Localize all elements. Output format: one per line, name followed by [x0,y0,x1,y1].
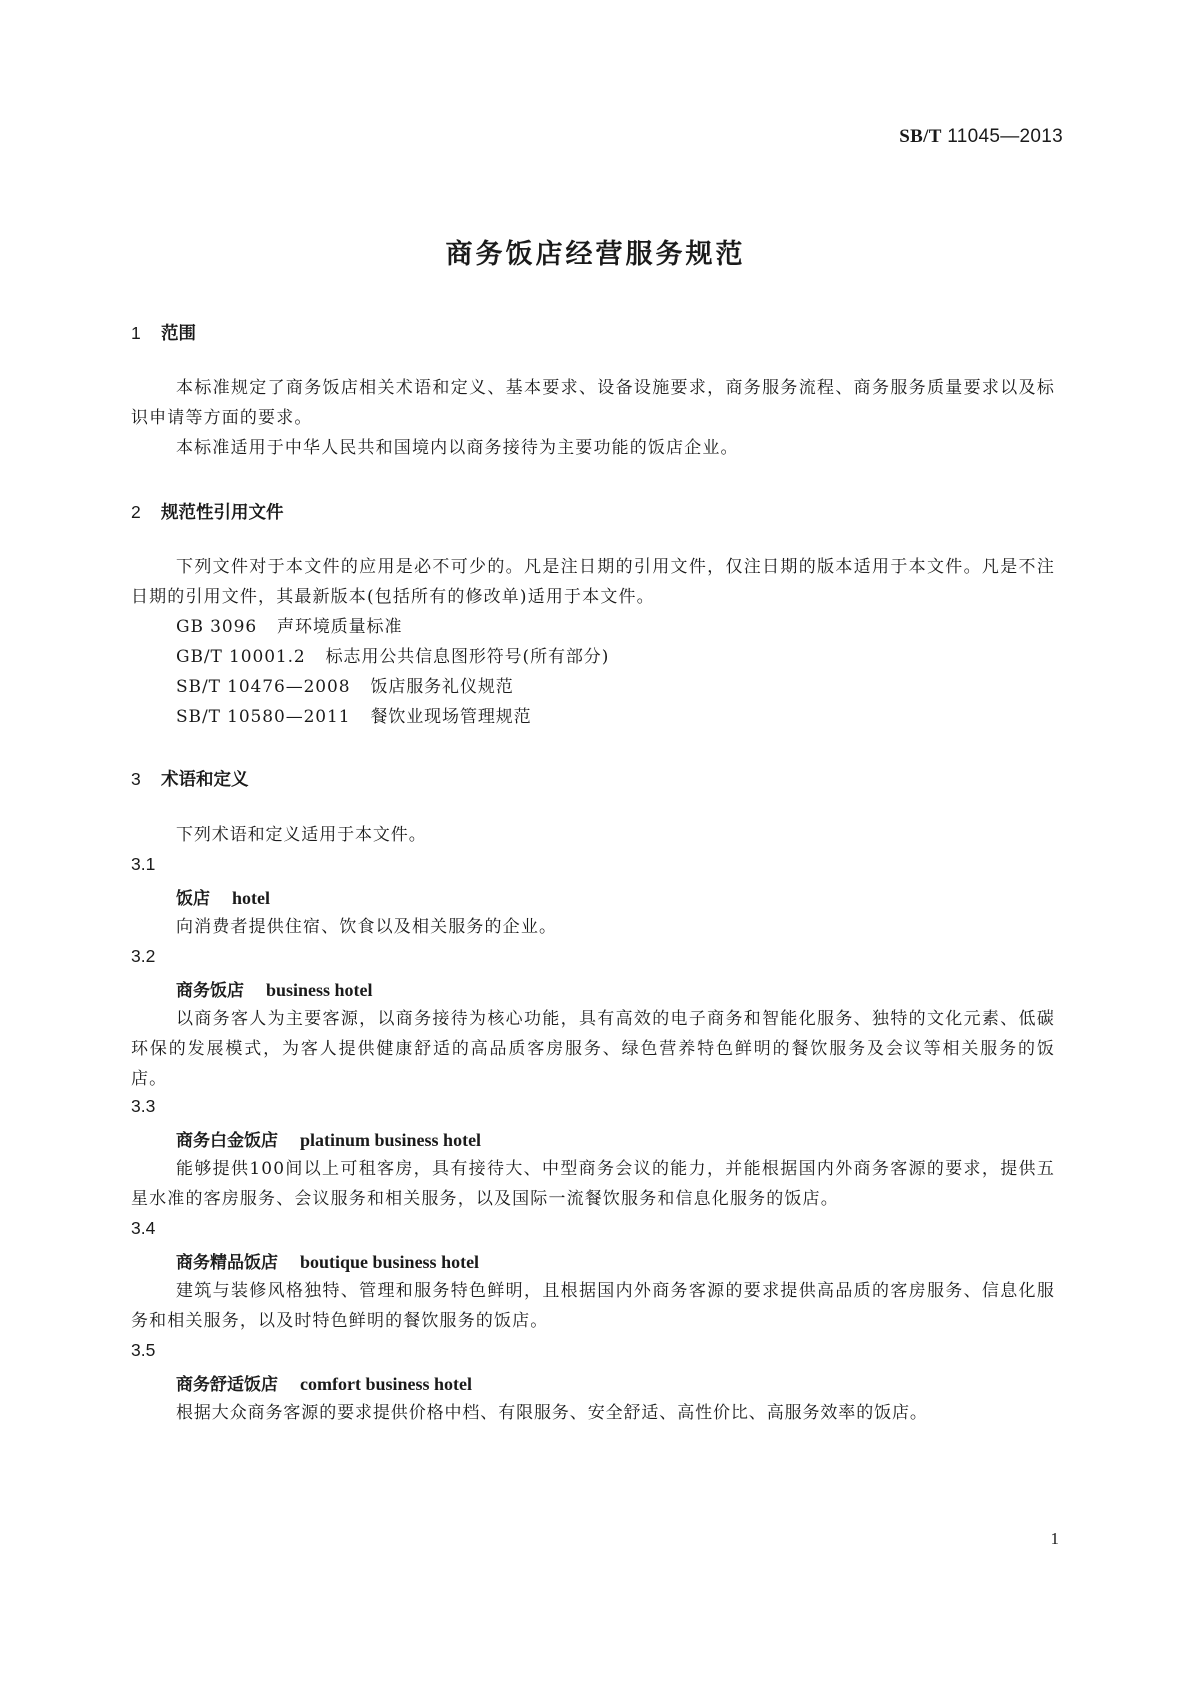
term-zh: 商务精品饭店 [176,1253,278,1273]
clause-number: 3.4 [131,1218,156,1238]
section-1-paragraph: 本标准适用于中华人民共和国境内以商务接待为主要功能的饭店企业。 [176,438,739,458]
term-heading [176,1370,472,1395]
reference-item [176,672,514,702]
term-heading [176,976,373,1001]
clause-number: 3.5 [131,1340,156,1360]
reference-title: 餐饮业现场管理规范 [370,707,532,727]
section-title: 术语和定义 [161,770,249,790]
term-definition: 建筑与装修风格独特、管理和服务特色鲜明，且根据国内外商务客源的要求提供高品质的客房服务、信息化服务和相关服务，以及时特色鲜明的餐饮服务的饭店。 [131,1281,1055,1331]
section-3-intro: 下列术语和定义适用于本文件。 [176,825,427,845]
reference-code: GB 3096 [176,617,258,637]
section-2-intro: 下列文件对于本文件的应用是必不可少的。凡是注日期的引用文件，仅注日期的版本适用于本文件。凡是不注日期的引用文件，其最新版本(包括所有的修改单)适用于本文件。 [131,557,1055,607]
term-heading [176,884,270,909]
section-number: 2 [131,502,141,522]
standard-code [899,126,1063,148]
term-definition: 向消费者提供住宿、饮食以及相关服务的企业。 [176,917,558,937]
term-en: platinum business hotel [300,1130,482,1150]
clause-number: 3.3 [131,1096,156,1116]
reference-code: SB/T 10476—2008 [176,677,351,697]
section-2-heading [131,499,284,524]
term-definition: 能够提供100间以上可租客房，具有接待大、中型商务会议的能力，并能根据国内外商务客源的要求，提供五星水准的客房服务、会议服务和相关服务，以及国际一流餐饮服务和信息化服务的饭店。 [131,1159,1055,1209]
standard-code-number: 11045—2013 [947,126,1063,147]
reference-code: GB/T 10001.2 [176,647,306,667]
term-zh: 商务白金饭店 [176,1131,278,1151]
term-definition: 根据大众商务客源的要求提供价格中档、有限服务、安全舒适、高性价比、高服务效率的饭店。 [176,1403,928,1423]
section-number: 1 [131,323,141,343]
term-en: boutique business hotel [300,1252,480,1272]
term-zh: 商务饭店 [176,981,244,1001]
reference-item [176,702,532,732]
term-heading [176,1126,481,1151]
standard-code-prefix: SB/T [899,126,942,147]
document-title: 商务饭店经营服务规范 [445,239,746,270]
reference-code: SB/T 10580—2011 [176,707,351,727]
clause-number: 3.1 [131,854,156,874]
reference-title: 饭店服务礼仪规范 [370,677,514,697]
term-definition: 以商务客人为主要客源，以商务接待为核心功能，具有高效的电子商务和智能化服务、独特的文化元素、低碳环保的发展模式，为客人提供健康舒适的高品质客房服务、绿色营养特色鲜明的餐饮服务及会议等相关服务的饭店。 [131,1009,1055,1089]
section-title: 范围 [161,324,196,344]
section-title: 规范性引用文件 [161,503,284,523]
term-en: business hotel [266,980,373,1000]
term-zh: 商务舒适饭店 [176,1375,278,1395]
section-3-heading [131,766,249,791]
section-number: 3 [131,769,141,789]
page-number: 1 [1050,1529,1059,1548]
term-zh: 饭店 [176,889,210,909]
term-en: comfort business hotel [300,1374,472,1394]
term-heading [176,1248,479,1273]
reference-title: 声环境质量标准 [277,617,403,637]
term-en: hotel [232,888,270,908]
reference-item [176,612,402,642]
clause-number: 3.2 [131,946,156,966]
section-1-heading [131,320,196,345]
reference-title: 标志用公共信息图形符号(所有部分) [325,647,610,667]
section-1-paragraph: 本标准规定了商务饭店相关术语和定义、基本要求、设备设施要求，商务服务流程、商务服务质量要求以及标识申请等方面的要求。 [131,378,1055,428]
reference-item [176,642,609,672]
